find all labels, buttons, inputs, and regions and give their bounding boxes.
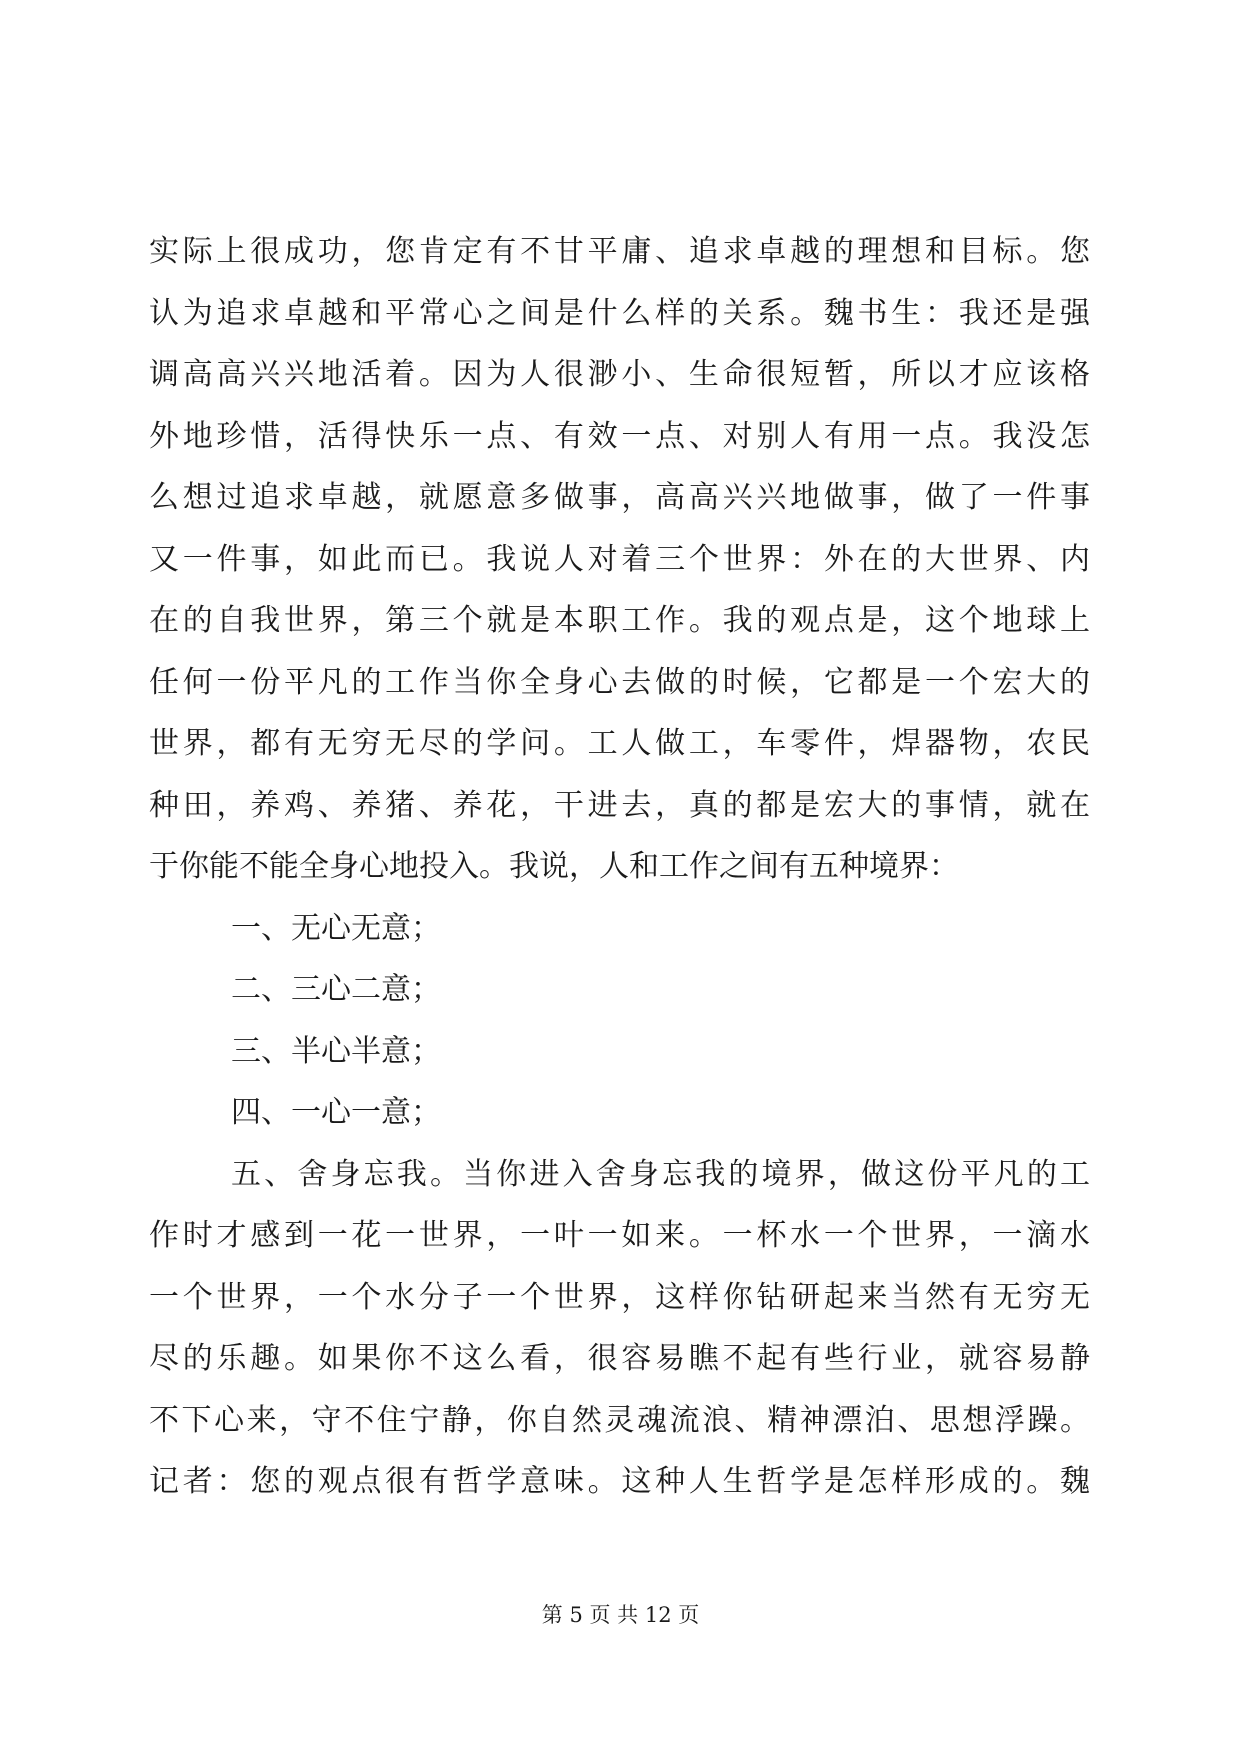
- list-item: 五、舍身忘我。当你进入舍身忘我的境界，做这份平凡的工: [231, 1156, 1090, 1192]
- list-item: 三、半心半意；: [231, 1033, 441, 1069]
- list-item: 四、一心一意；: [231, 1095, 441, 1130]
- list-item: 二、三心二意；: [231, 972, 441, 1007]
- text-line: 在的自我世界，第三个就是本职工作。我的观点是，这个地球上: [149, 603, 1090, 638]
- text-line: 记者：您的观点很有哲学意味。这种人生哲学是怎样形成的。魏: [149, 1464, 1090, 1499]
- text-line: 作时才感到一花一世界，一叶一如来。一杯水一个世界，一滴水: [149, 1218, 1090, 1253]
- text-line: 一个世界，一个水分子一个世界，这样你钻研起来当然有无穷无: [149, 1279, 1090, 1315]
- text-line: 么想过追求卓越，就愿意多做事，高高兴兴地做事，做了一件事: [149, 480, 1090, 515]
- text-line: 不下心来，守不住宁静，你自然灵魂流浪、精神漂泊、思想浮躁。: [149, 1402, 1090, 1438]
- text-line: 种田，养鸡、养猪、养花，干进去，真的都是宏大的事情，就在: [149, 787, 1090, 823]
- text-line: 实际上很成功，您肯定有不甘平庸、追求卓越的理想和目标。您: [149, 234, 1090, 269]
- page-number: 第 5 页 共 12 页: [541, 1603, 700, 1627]
- text-line: 调高高兴兴地活着。因为人很渺小、生命很短暂，所以才应该格: [149, 357, 1090, 392]
- text-line: 任何一份平凡的工作当你全身心去做的时候，它都是一个宏大的: [149, 664, 1090, 700]
- text-line: 认为追求卓越和平常心之间是什么样的关系。魏书生：我还是强: [149, 295, 1090, 331]
- page-footer: [0, 1600, 1241, 1630]
- text-line: 尽的乐趣。如果你不这么看，很容易瞧不起有些行业，就容易静: [149, 1341, 1090, 1376]
- text-line: 于你能不能全身心地投入。我说，人和工作之间有五种境界：: [149, 849, 959, 884]
- body-text: [149, 221, 1090, 1513]
- list-item: 一、无心无意；: [231, 910, 441, 946]
- text-line: 世界，都有无穷无尽的学问。工人做工，车零件，焊器物，农民: [149, 726, 1090, 761]
- text-line: 外地珍惜，活得快乐一点、有效一点、对别人有用一点。我没怎: [149, 418, 1090, 454]
- text-line: 又一件事，如此而已。我说人对着三个世界：外在的大世界、内: [149, 541, 1090, 577]
